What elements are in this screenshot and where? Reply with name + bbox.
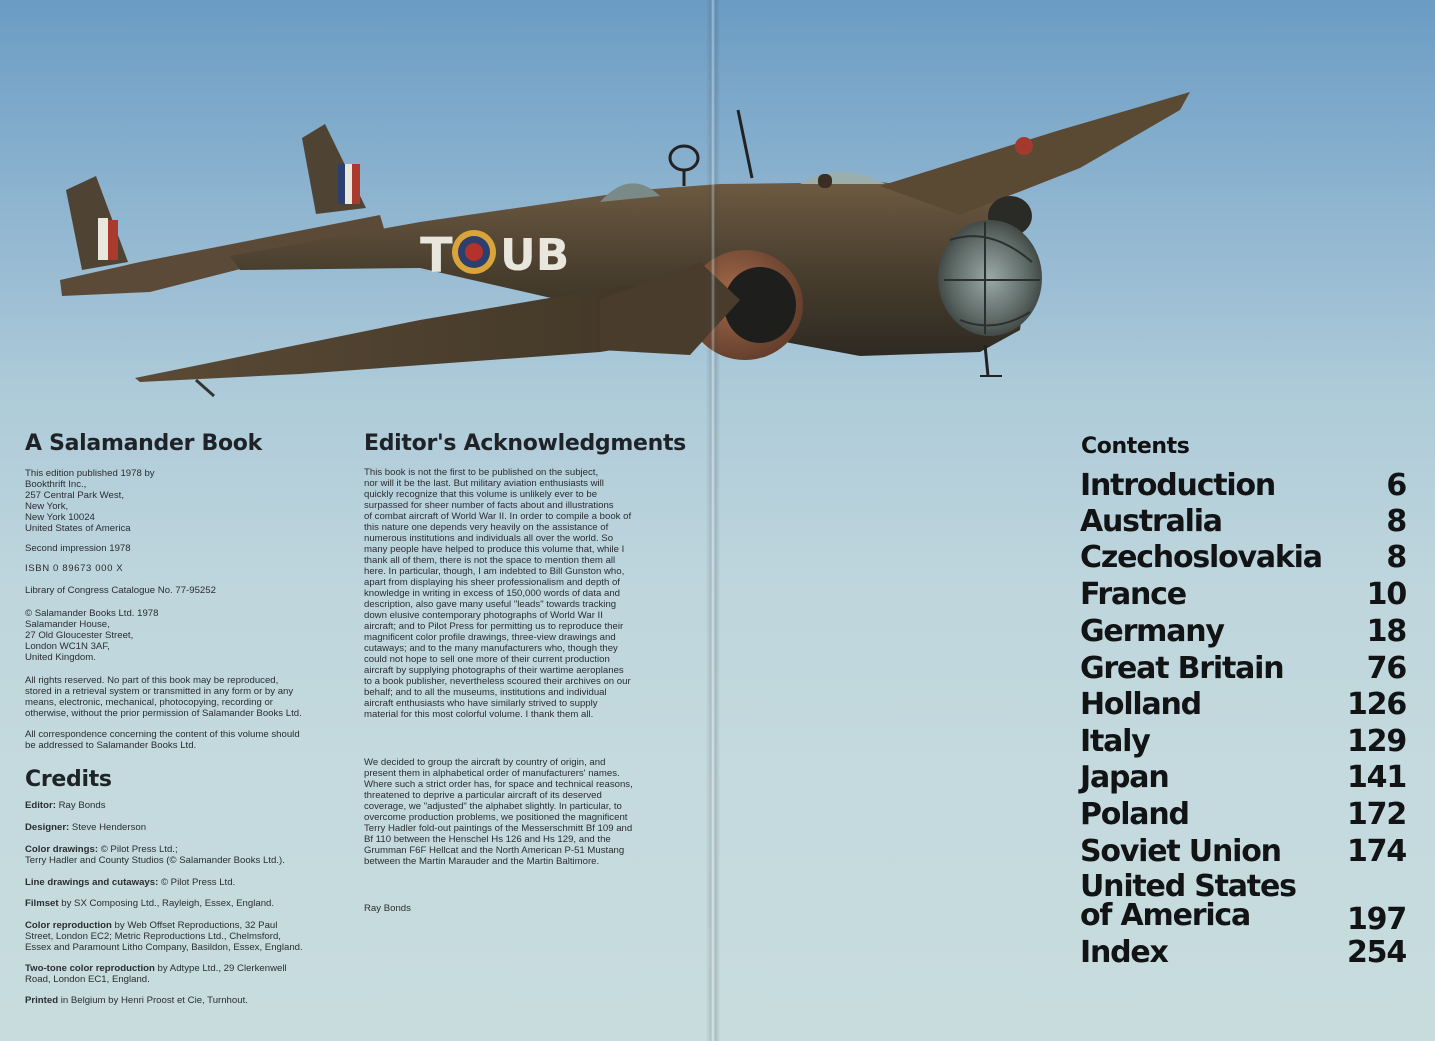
publisher-block: This edition published 1978 by Bookthrift Inc., 257 Central Park West, New York, New York 10024 United States of America [25,468,155,534]
credits-heading: Credits [25,767,112,792]
toc-entry: Czechoslovakia 8 [1080,540,1406,575]
toc-entry: Poland 172 [1080,797,1406,832]
toc-entry: Soviet Union 174 [1080,834,1406,869]
salamander-book-heading: A Salamander Book [25,431,262,456]
toc-entry: Japan 141 [1080,760,1406,795]
credit-filmset: Filmset by SX Composing Ltd., Rayleigh, Essex, England. [25,898,275,909]
toc-entry: United States of America 197 [1080,869,1406,937]
copyright-block: © Salamander Books Ltd. 1978 Salamander House, 27 Old Gloucester Street, London WC1N 3AF, United Kingdom. [25,608,159,663]
library-catalogue-line: Library of Congress Catalogue No. 77-95252 [25,585,216,596]
toc-entry: Germany 18 [1080,614,1406,649]
toc-entry: Italy 129 [1080,724,1406,759]
aircraft-code-right: UB [500,230,570,281]
toc-entry: Index 254 [1080,935,1406,970]
toc-entry: Introduction 6 [1080,468,1406,503]
book-gutter [706,0,720,1041]
isbn-line: ISBN 0 89673 000 X [25,563,124,574]
editor-signature: Ray Bonds [364,903,411,914]
aircraft-code-left: T [420,228,453,284]
toc-entry: Australia 8 [1080,504,1406,539]
rights-notice: All rights reserved. No part of this book may be reproduced, stored in a retrieval system or transmitted in any form or by any means, electronic, mechanical, photocopying, recording or otherwise, without the prior permission of Salamander Books Ltd. [25,675,302,719]
credit-designer: Designer: Steve Henderson [25,822,147,833]
toc-entry: France 10 [1080,577,1406,612]
credit-color-reproduction: Color reproduction by Web Offset Reproductions, 32 Paul Street, London EC2; Metric Reproductions Ltd., Chelmsford, Essex and Paramount Litho Company, Basildon, Essex, England. [25,920,303,953]
impression-line: Second impression 1978 [25,543,131,554]
credit-two-tone: Two-tone color reproduction by Adtype Ltd., 29 Clerkenwell Road, London EC1, England. [25,963,287,985]
toc-entry: Great Britain 76 [1080,651,1406,686]
toc-entry: Holland 126 [1080,687,1406,722]
credit-color-drawings: Color drawings: © Pilot Press Ltd.; Terry Hadler and County Studios (© Salamander Books Ltd.). [25,844,285,866]
credit-printed: Printed in Belgium by Henri Proost et Cie, Turnhout. [25,995,248,1006]
acknowledgments-paragraph-1: This book is not the first to be published on the subject, nor will it be the last. But military aviation enthusiasts will quickly recognize that this volume is unlikely ever to be surpassed for sheer number of facts about and illustrations of combat aircraft of World War II. In order to compile a book of this nature one depends very heavily on the assistance of numerous institutions and individuals all over the world. So many people have helped to produce this volume that, while I thank all of them, there is not the space to mention them all here. In particular, though, I am indebted to Bill Gunston who, apart from displaying his sheer professionalism and depth of knowledge in writing in excess of 150,000 words of data and description, also gave many useful "leads" towards tracking down elusive contemporary photographs of World War II aircraft; and to Pilot Press for permitting us to reproduce their magnificent color profile drawings, three-view drawings and cutaways; and to the many manufacturers who, though they could not hope to sell one more of their current production aircraft by supplying photographs of their wartime aeroplanes to a book publisher, nevertheless scoured their archives on our behalf; and to all the museums, institutions and individual aircraft enthusiasts who have similarly strived to supply material for this most colorful volume. I thank them all. [364,467,632,720]
credit-editor: Editor: Ray Bonds [25,800,106,811]
acknowledgments-paragraph-2: We decided to group the aircraft by country of origin, and present them in alphabetical order of manufacturers' names. Where such a strict order has, for space and technical reasons, threatened to deprive a particular aircraft of its deserved coverage, we "adjusted" the alphabet slightly. In particular, to overcome production problems, we positioned the magnificent Terry Hadler fold-out paintings of the Messerschmitt Bf 109 and Bf 110 between the Henschel Hs 126 and Hs 129, and the Grumman F6F Hellcat and the North American P-51 Mustang between the Martin Marauder and the Martin Baltimore. [364,757,633,867]
contents-title: Contents [1081,434,1190,459]
acknowledgments-heading: Editor's Acknowledgments [364,431,686,456]
credit-line-drawings: Line drawings and cutaways: © Pilot Press Ltd. [25,877,236,888]
correspondence-notice: All correspondence concerning the content of this volume should be addressed to Salamander Books Ltd. [25,729,300,751]
